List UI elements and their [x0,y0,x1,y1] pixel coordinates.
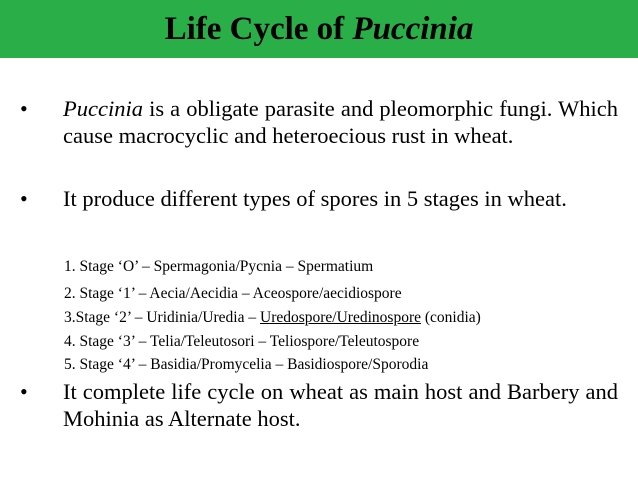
bullet-item-1 [20,95,618,149]
bullet-dot-icon: • [20,186,28,211]
bullet-text-1 [63,95,618,149]
bullet-dot-icon: • [20,96,28,121]
bullet-text-2: It produce different types of spores in 5 stages in wheat. [63,186,567,211]
stage-line-3 [64,309,481,327]
title-italic: Puccinia [352,10,474,47]
stage-3-post: (conidia) [420,309,481,326]
title-prefix: Life Cycle of [164,10,353,47]
stage-3-underlined: Uredospore/Uredinospore [260,309,421,326]
bullet-item-2 [20,185,618,212]
stage-line-5: 5. Stage ‘4’ – Basidia/Promycelia – Basidiospore/Sporodia [64,356,429,373]
bullet-item-3 [20,378,618,432]
stage-line-4: 4. Stage ‘3’ – Telia/Teleutosori – Teliospore/Teleutospore [64,333,420,350]
stage-3-pre: 3.Stage ‘2’ – Uridinia/Uredia – [64,309,260,326]
stage-line-1: 1. Stage ‘O’ – Spermagonia/Pycnia – Spermatium [64,258,374,275]
bullet-body: is a obligate parasite and pleomorphic fungi. Which cause macrocyclic and heteroecious rust in wheat. [63,96,618,148]
stage-line-2: 2. Stage ‘1’ – Aecia/Aecidia – Aceospore/aecidiospore [64,285,402,302]
bullet-text-3: It complete life cycle on wheat as main host and Barbery and Mohinia as Alternate host. [63,379,618,431]
bullet-italic-lead: Puccinia [63,96,143,121]
bullet-dot-icon: • [20,379,28,404]
